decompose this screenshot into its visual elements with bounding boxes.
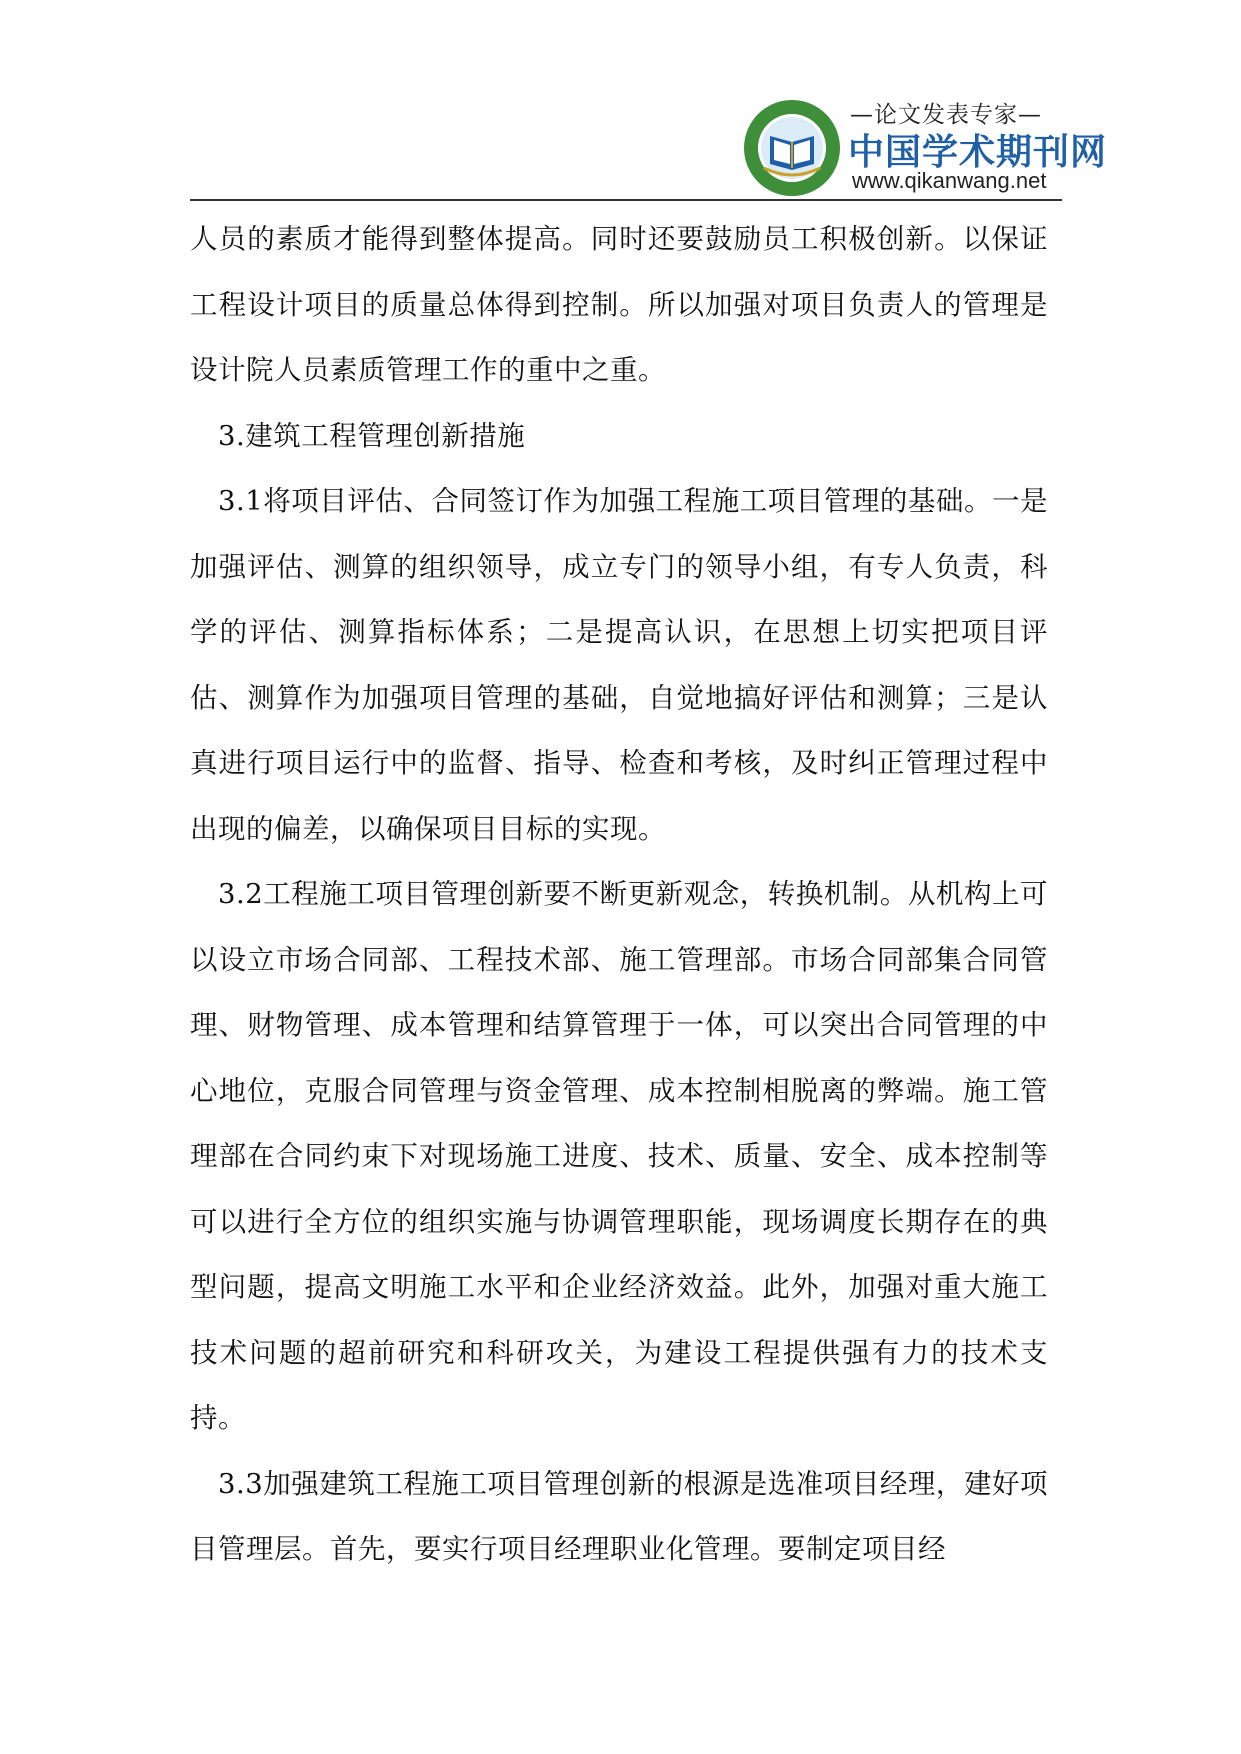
page-header [190, 92, 1108, 200]
header-divider [190, 199, 1062, 201]
paragraph-1: 人员的素质才能得到整体提高。同时还要鼓励员工积极创新。以保证工程设计项目的质量总体得到控制。所以加强对项目负责人的管理是设计院人员素质管理工作的重中之重。 [190, 223, 1048, 386]
logo-slogan: —论文发表专家— [850, 102, 1042, 128]
qikanwang-logo[interactable] [742, 92, 1108, 200]
logo-url[interactable]: www.qikanwang.net [852, 168, 1047, 193]
section-heading-3: 3.建筑工程管理创新措施 [218, 419, 526, 452]
paragraph-3-2: 3.2工程施工项目管理创新要不断更新观念，转换机制。从机构上可以设立市场合同部、工程技术部、施工管理部。市场合同部集合同管理、财物管理、成本管理和结算管理于一体，可以突出合同管理的中心地位，克服合同管理与资金管理、成本控制相脱离的弊端。施工管理部在合同约束下对现场施工进度、技术、质量、安全、成本控制等可以进行全方位的组织实施与协调管理职能，现场调度长期存在的典型问题，提高文明施工水平和企业经济效益。此外，加强对重大施工技术问题的超前研究和科研攻关，为建设工程提供强有力的技术支持。 [190, 878, 1048, 1434]
seal-book-icon [742, 98, 842, 198]
logo-brand-name: 中国学术期刊网 [848, 132, 1108, 173]
paragraph-3-1: 3.1将项目评估、合同签订作为加强工程施工项目管理的基础。一是加强评估、测算的组织领导，成立专门的领导小组，有专人负责，科学的评估、测算指标体系；二是提高认识，在思想上切实把项目评估、测算作为加强项目管理的基础，自觉地搞好评估和测算；三是认真进行项目运行中的监督、指导、检查和考核，及时纠正管理过程中出现的偏差，以确保项目目标的实现。 [190, 485, 1048, 845]
document-body [190, 207, 1048, 1583]
paragraph-3-3: 3.3加强建筑工程施工项目管理创新的根源是选准项目经理，建好项目管理层。首先，要实行项目经理职业化管理。要制定项目经 [190, 1467, 1048, 1565]
